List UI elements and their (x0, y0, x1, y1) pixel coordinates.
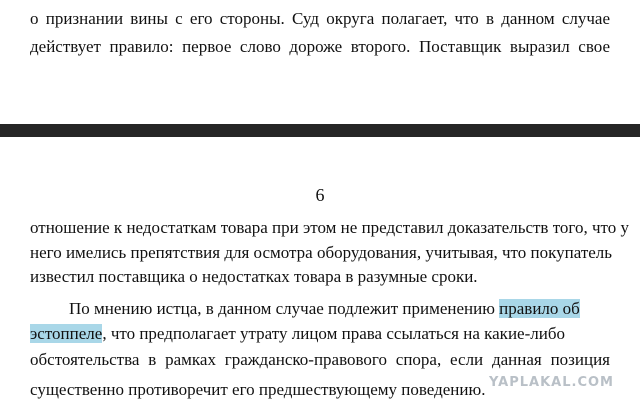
text-line: него имелись препятствия для осмотра оборудования, учитывая, что покупатель (30, 243, 613, 262)
text-line: известил поставщика о недостатках товара в разумные сроки. (30, 267, 478, 286)
text-line: отношение к недостаткам товара при этом не представил доказательств того, что у (30, 218, 629, 237)
highlighted-phrase: правило об (499, 299, 580, 318)
text-run: , что предполагает утрату лицом права ссылаться на какие-либо (102, 324, 565, 343)
document-page-bottom (0, 137, 640, 407)
text-run: По мнению истца, в данном случае подлежит применению (69, 299, 500, 318)
paragraph-first-line (69, 299, 610, 319)
text-line: о признании вины с его стороны. Суд округа полагает, что в данном случае (30, 9, 610, 28)
page-number: 6 (315, 185, 325, 205)
watermark-logo: YAPLAKAL.COM (489, 375, 614, 390)
text-line: обстоятельства в рамках гражданско-правового спора, если данная позиция (30, 350, 610, 369)
highlighted-phrase: эстоппеле (30, 324, 103, 343)
text-line (30, 324, 610, 344)
text-line: существенно противоречит его предшествующему поведению. (30, 380, 486, 399)
document-page-top (0, 0, 640, 124)
page-separator (0, 124, 640, 137)
text-line: действует правило: первое слово дороже второго. Поставщик выразил свое (30, 37, 610, 56)
